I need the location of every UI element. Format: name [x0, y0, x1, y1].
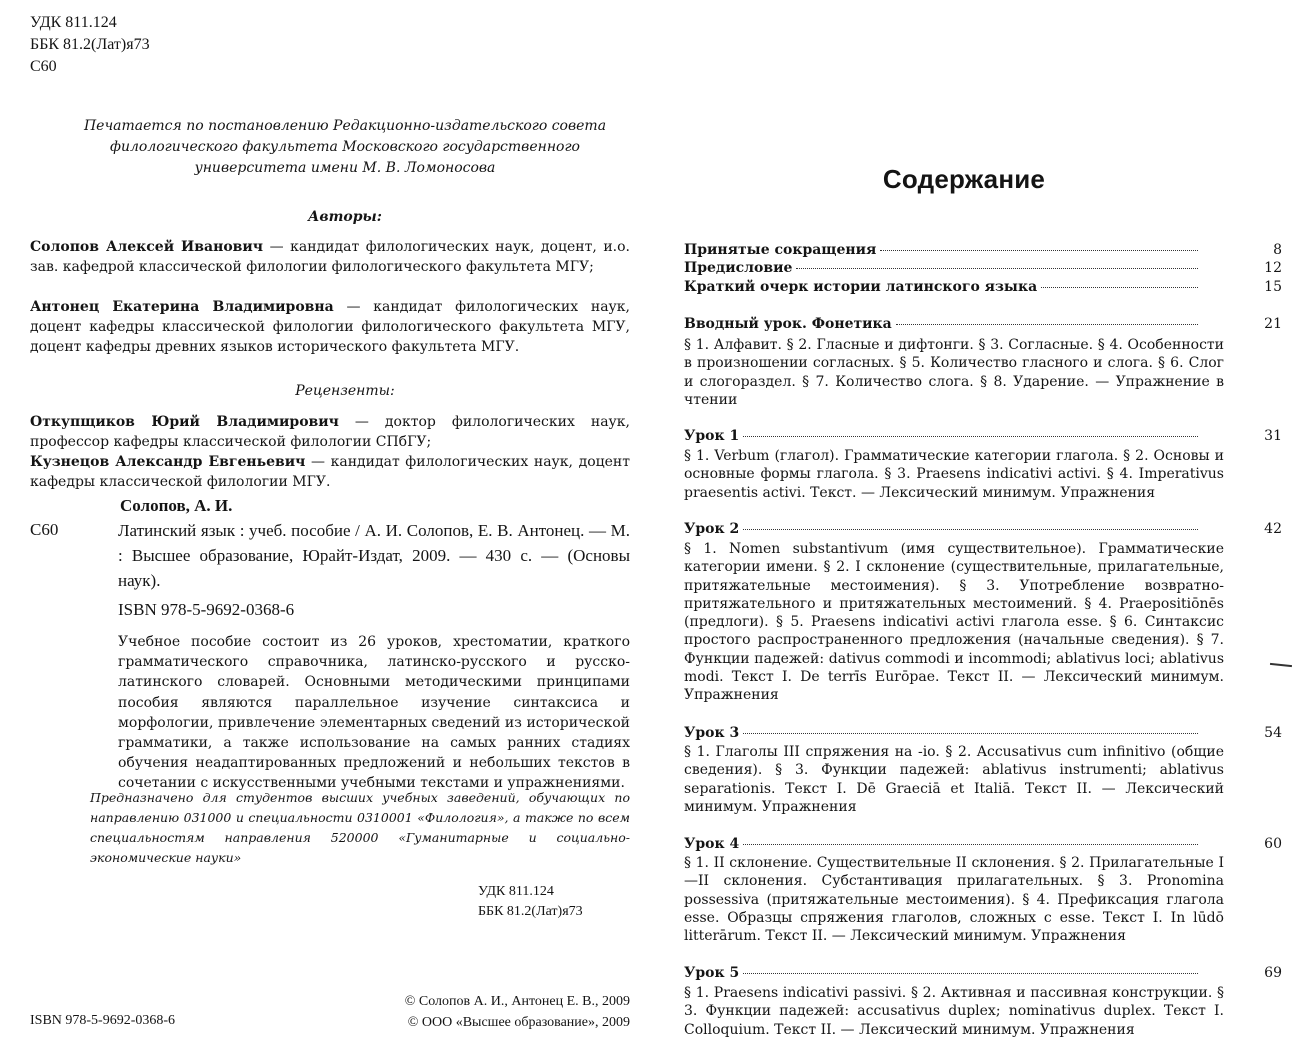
udk-block-bottom: УДК 811.124 ББК 81.2(Лат)я73 — [478, 884, 583, 919]
copyright-authors: © Солопов А. И., Антонец Е. В., 2009 — [404, 994, 630, 1009]
authors-heading: Авторы: — [308, 209, 382, 225]
toc-entry[interactable]: Урок 5 69 — [684, 965, 1282, 981]
toc-title: Содержание — [882, 164, 1046, 194]
margin-mark — [1270, 663, 1292, 667]
isbn-main: ISBN 978-5-9692-0368-6 — [118, 600, 295, 619]
toc-page-number: 31 — [1264, 428, 1282, 444]
toc-description: § 1. Nomen substantivum (имя существительное). Грамматические категории имени. § 2. I склонение (существительные, прилагательные, притяжательные местоимения). § 3. Употребление возвратно-притяжательного и притяжательных местоимений. § 4. Praepositiōnēs (предлоги). § 5. Praesens indicativi activi глагола esse. § 6. Синтаксис простого распространенного предложения (начальные сведения). § 7. Функции падежей: dativus commodi и incommodi; ablativus loci; ablativus modi. Текст I. De terrīs Eurōpae. Текст II. — Лексический минимум. Упражнения — [684, 541, 1224, 704]
abstract-text: Учебное пособие состоит из 26 уроков, хрестоматии, краткого грамматического справочника, латинско-русского и русско-латинского словарей. Основными методическими принципами пособия являются параллельное изучение синтаксиса и морфологии, привлечение элементарных сведений из исторической грамматики, а также использование на самых ранних стадиях обучения неадаптированных предложений и небольших текстов в сочетании с искусственными учебными текстами и упражнениями. — [118, 634, 630, 792]
toc-description: § 1. Praesens indicativi passivi. § 2. Активная и пассивная конструкции. § 3. Функции падежей: accusativus duplex; nominativus duplex. Текст I. Colloquium. Текст II. — Лексический минимум. Упражнения — [684, 985, 1224, 1038]
reviewer-desc: — доктор филологических наук, профессор кафедры классической филологии СПбГУ; — [30, 414, 630, 450]
catalog-author: Солопов, А. И. — [120, 496, 233, 515]
toc-entry[interactable]: Урок 4 60 — [684, 836, 1282, 852]
toc-entry[interactable]: Вводный урок. Фонетика 21 — [684, 316, 1282, 332]
toc-page-number: 42 — [1264, 521, 1282, 537]
reviewer-entry — [30, 453, 630, 493]
isbn-bottom: ISBN 978-5-9692-0368-6 — [30, 1013, 176, 1028]
copyright-block — [335, 991, 630, 1033]
toc-page-number: 21 — [1264, 316, 1282, 332]
toc-page-number: 12 — [1264, 260, 1282, 276]
catalog-description: Латинский язык : учеб. пособие / А. И. Солопов, Е. В. Антонец. — М. : Высшее образование, Юрайт-Издат, 2009. — 430 с. — (Основы наук). — [118, 521, 630, 590]
reviewer-name: Кузнецов Александр Евгеньевич — [30, 454, 306, 470]
audience-note: Предназначено для студентов высших учебных заведений, обучающих по направлению 031000 и специальности 0310001 «Филология», а также по всем специальностям направления 520000 «Гуманитарные и социально-экономические науки» — [90, 790, 630, 865]
toc-entry[interactable]: Урок 1 31 — [684, 428, 1282, 444]
copyright-publisher: © ООО «Высшее образование», 2009 — [407, 1015, 630, 1030]
udk-code: УДК 811.124 — [30, 14, 117, 31]
toc-entry[interactable]: Предисловие 12 — [684, 260, 1282, 276]
publish-note: Печатается по постановлению Редакционно-издательского совета филологического факультета Московского государственного университета имени М. В. Ломоносова — [83, 118, 607, 176]
toc-page-number: 8 — [1273, 242, 1282, 258]
toc-description: § 1. Глаголы III спряжения на -io. § 2. Accusativus cum infinitivo (общие сведения). § 3. Функции падежей: ablativus instrumenti; ablativus separationis. Текст I. Dē Graeciā et Italiā. Текст II. — Лексический минимум. Упражнения — [684, 744, 1224, 815]
bbk-code: ББК 81.2(Лат)я73 — [30, 36, 150, 53]
author-name: Солопов Алексей Иванович — [30, 239, 264, 255]
toc-page-number: 69 — [1264, 965, 1282, 981]
toc-description: § 1. Алфавит. § 2. Гласные и дифтонги. § 3. Согласные. § 4. Особенности в произношении согласных. § 5. Количество гласного и слога. § 6. Слог и слогораздел. § 7. Количество слога. § 8. Ударение. — Упражнение в чтении — [684, 337, 1224, 408]
toc-description: § 1. II склонение. Существительные II склонения. § 2. Прилагательные I—II склонения. Субстантивация прилагательных. § 3. Pronomina possessiva (притяжательные местоимения). § 4. Префиксация глагола esse. Образцы спряжения глаголов, сложных с esse. Текст I. In lūdō litterārum. Текст II. — Лексический минимум. Упражнения — [684, 855, 1224, 945]
toc-description: § 1. Verbum (глагол). Грамматические категории глагола. § 2. Основы и основные формы глагола. § 3. Praesens indicativi activi. § 4. Imperativus praesentis activi. Текст. — Лексический минимум. Упражнения — [684, 448, 1224, 501]
toc-entry[interactable]: Урок 3 54 — [684, 725, 1282, 741]
udk-block-top — [30, 12, 150, 78]
toc-entry[interactable]: Принятые сокращения 8 — [684, 242, 1282, 258]
reviewer-name: Откупщиков Юрий Владимирович — [30, 414, 339, 430]
author-desc: — кандидат филологических наук, доцент, и.о. зав. кафедрой классической филологии филологического факультета МГУ; — [30, 239, 631, 275]
author-entry — [30, 238, 630, 278]
reviewer-desc: — кандидат филологических наук, доцент кафедры классической филологии МГУ. — [30, 454, 630, 490]
author-name: Антонец Екатерина Владимировна — [30, 299, 334, 315]
author-desc: — кандидат филологических наук, доцент кафедры классической филологии филологического факультета МГУ, доцент кафедры древних языков исторического факультета МГУ. — [30, 299, 630, 355]
toc-page-number: 54 — [1264, 725, 1282, 741]
toc-page-number: 60 — [1264, 836, 1282, 852]
toc-entry[interactable]: Краткий очерк истории латинского языка 15 — [684, 279, 1282, 295]
toc-entry[interactable]: Урок 2 42 — [684, 521, 1282, 537]
reviewer-entry — [30, 413, 630, 453]
toc-page-number: 15 — [1264, 279, 1282, 295]
author-mark: С60 — [30, 58, 57, 75]
catalog-code: С60 — [30, 520, 59, 539]
author-entry — [30, 298, 630, 357]
reviewers-heading: Рецензенты: — [295, 383, 395, 399]
